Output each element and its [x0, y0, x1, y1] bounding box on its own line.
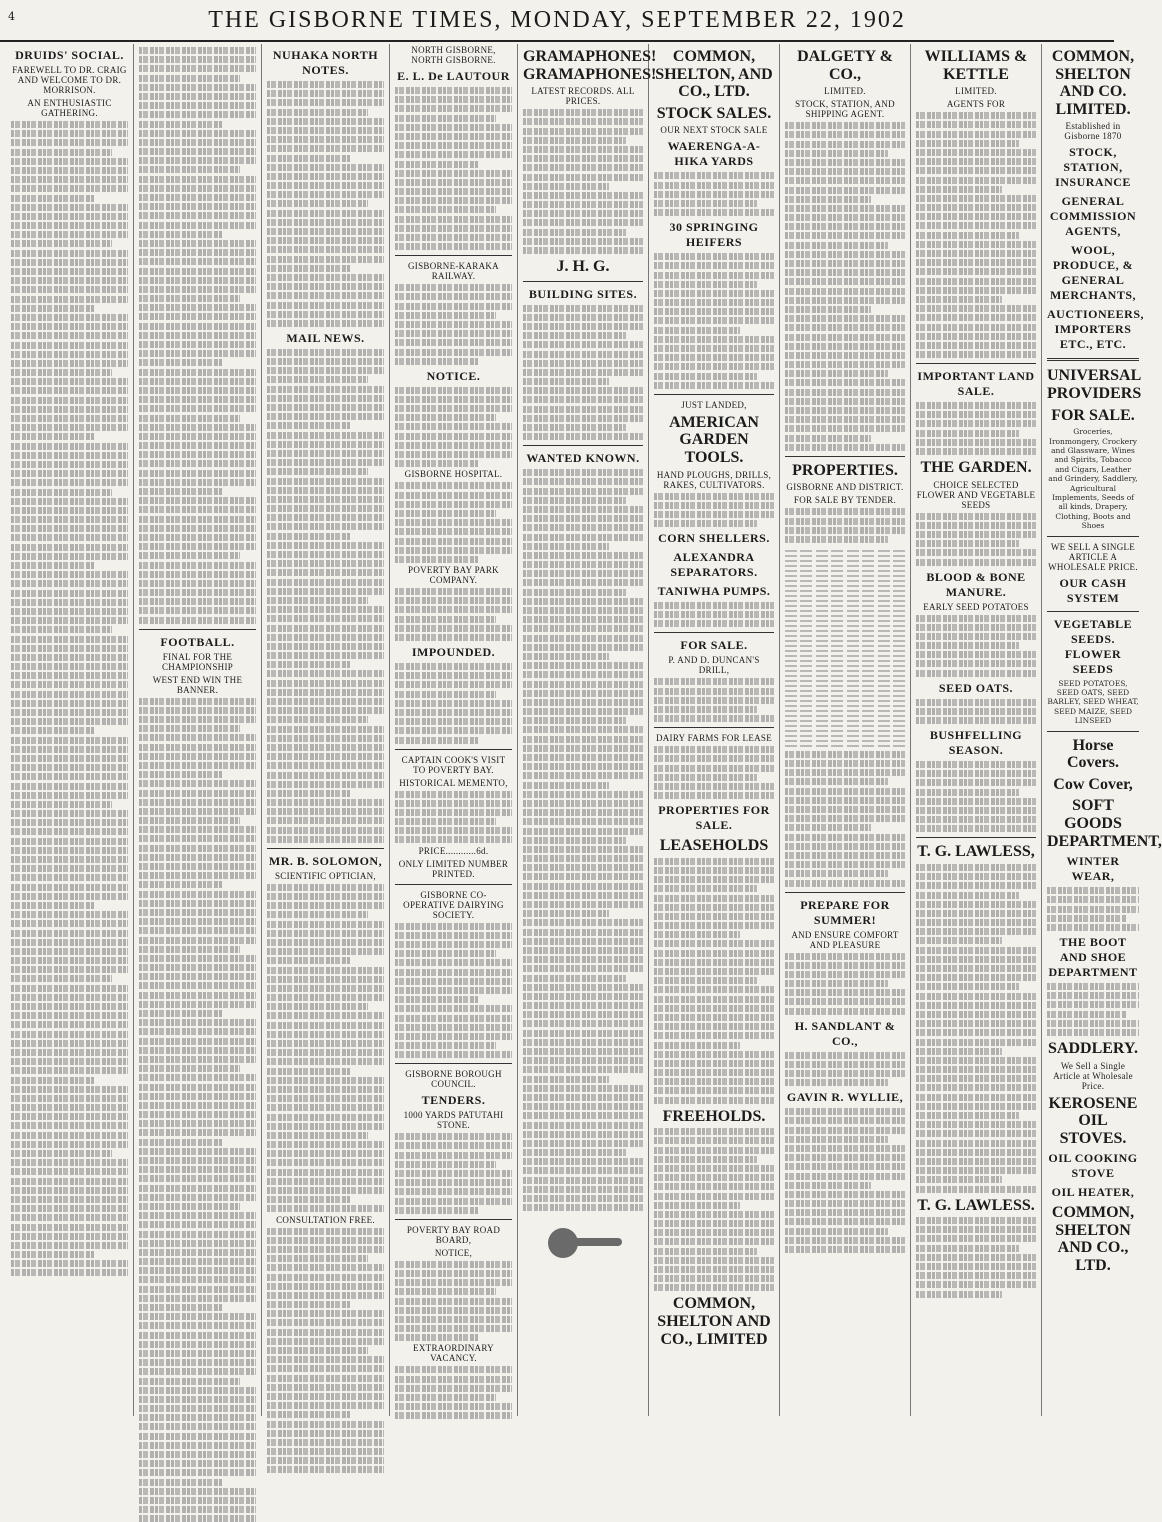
coop-headline: GISBORNE CO-OPERATIVE DAIRYING SOCIETY. — [403, 889, 504, 920]
duncan-drill: P. AND D. DUNCAN'S DRILL, — [668, 655, 760, 676]
heifers-body — [654, 253, 774, 389]
alexandra-separators: ALEXANDRA SEPARATORS. — [670, 550, 758, 580]
summer-body — [785, 953, 905, 1015]
newspaper-title: THE GISBORNE TIMES, MONDAY, SEPTEMBER 22, 1902 — [208, 7, 906, 33]
column-2 — [134, 44, 262, 1416]
druids-continued — [139, 47, 256, 624]
nuhaka-headline: NUHAKA NORTH NOTES. — [272, 48, 379, 77]
seed-oats: SEED OATS. — [938, 680, 1014, 695]
sell-single-article: WE SELL A SINGLE ARTICLE A WHOLESALE PRICE. — [1048, 541, 1138, 572]
williams-limited: LIMITED. — [955, 86, 997, 97]
dalgety-body — [785, 122, 905, 451]
notice-headline: NOTICE. — [426, 368, 481, 383]
corn-shellers: CORN SHELLERS. — [658, 531, 770, 546]
notice-body — [395, 387, 512, 468]
common-shelton-right-footer: COMMON, SHELTON AND CO., LTD. — [1051, 1204, 1135, 1275]
for-sale-drill: FOR SALE. — [680, 638, 748, 653]
column-4 — [390, 44, 518, 1416]
lawless-headline: T. G. LAWLESS, — [917, 843, 1035, 861]
lawless-footer-body — [916, 1217, 1036, 1298]
agents-list — [916, 112, 1036, 358]
winter-body — [1047, 887, 1139, 931]
freeholds: FREEHOLDS. — [662, 1107, 766, 1125]
wanted-body — [523, 469, 643, 1211]
bushfelling-body — [916, 761, 1036, 832]
column-3 — [262, 44, 390, 1416]
soft-goods: SOFT GOODS DEPARTMENT, — [1047, 797, 1162, 850]
coop-body — [395, 923, 512, 1059]
mail-news-headline: MAIL NEWS. — [286, 330, 365, 345]
waerenga-yards: WAERENGA-A-HIKA YARDS — [667, 139, 761, 169]
football-body — [139, 698, 256, 1522]
choice-seeds: CHOICE SELECTED FLOWER AND VEGETABLE SEEDS — [916, 479, 1036, 510]
taniwha-body — [654, 602, 774, 627]
historical-memento: HISTORICAL MEMENTO, — [399, 777, 508, 788]
solomon-name: MR. B. SOLOMON, — [268, 853, 383, 868]
property-body — [785, 751, 905, 887]
druids-body — [11, 121, 128, 1276]
general-commission: GENERAL COMMISSION AGENTS, — [1049, 194, 1137, 239]
stock-insurance: STOCK, STATION, INSURANCE — [1055, 145, 1131, 190]
prepare-summer: PREPARE FOR SUMMER! — [800, 897, 890, 927]
leaseholds: LEASEHOLDS — [659, 837, 769, 855]
for-sale-tender: FOR SALE BY TENDER. — [793, 495, 897, 506]
columns — [6, 44, 1162, 1416]
wanted-known: WANTED KNOWN. — [526, 451, 640, 466]
properties-headline: PROPERTIES. — [792, 461, 898, 479]
leaseholds-body — [654, 858, 774, 1104]
druids-subhead: FAREWELL TO DR. CRAIG AND WELCOME TO DR. MORRISON. — [12, 65, 127, 95]
single-wholesale: We Sell a Single Article at Wholesale Price. — [1053, 1060, 1133, 1091]
williams-kettle-headline: WILLIAMS & KETTLE — [924, 48, 1028, 83]
seed-oats-list — [916, 699, 1036, 724]
land-sale-body — [916, 402, 1036, 455]
vegetable-seeds: VEGETABLE SEEDS. FLOWER SEEDS — [1053, 616, 1133, 676]
cow-cover: Cow Cover, — [1053, 775, 1133, 793]
for-sale-right: FOR SALE. — [1051, 406, 1135, 424]
solomon-title: SCIENTIFIC OPTICIAN, — [274, 870, 376, 881]
dairy-farms: DAIRY FARMS FOR LEASE — [655, 733, 773, 744]
latest-records: LATEST RECORDS. ALL PRICES. — [531, 86, 635, 107]
early-potatoes: EARLY SEED POTATOES — [923, 601, 1029, 612]
column-1 — [6, 44, 134, 1416]
gramophones-headline: GRAMAPHONES! GRAMAPHONES! — [523, 48, 657, 83]
lawless-body — [916, 864, 1036, 1193]
freeholds-body — [654, 1128, 774, 1291]
stock-sales: STOCK SALES. — [656, 104, 772, 122]
taniwha-pumps: TANIWHA PUMPS. — [657, 584, 771, 599]
captain-body — [395, 791, 512, 844]
kerosene-stoves: KEROSENE OIL STOVES. — [1048, 1094, 1138, 1147]
boot-shoe: THE BOOT AND SHOE DEPARTMENT — [1048, 934, 1138, 979]
bushfelling: BUSHFELLING SEASON. — [929, 728, 1023, 758]
druids-subhead-2: AN ENTHUSIASTIC GATHERING. — [27, 98, 112, 118]
football-subhead-2: WEST END WIN THE BANNER. — [152, 674, 243, 695]
cash-system: OUR CASH SYSTEM — [1059, 575, 1127, 605]
masthead — [0, 0, 1114, 42]
wyllie-body — [785, 1108, 905, 1253]
north-gisborne: NORTH GISBORNE, NORTH GISBORNE. — [411, 45, 496, 65]
stock-station-agent: STOCK, STATION, AND SHIPPING AGENT. — [795, 99, 895, 120]
saddlery: SADDLERY. — [1048, 1039, 1138, 1057]
railway-body — [395, 284, 512, 365]
dalgety-limited: LIMITED. — [824, 86, 866, 97]
seed-list: SEED POTATOES, SEED OATS, SEED BARLEY, SEED WHEAT, SEED MAIZE, SEED LINSEED — [1047, 678, 1139, 726]
horse-covers: Horse Covers. — [1067, 736, 1119, 772]
universal-providers: UNIVERSAL PROVIDERS — [1047, 367, 1142, 402]
notice-2: NOTICE, — [434, 1247, 473, 1258]
road-board-body — [395, 1261, 512, 1342]
blood-bone: BLOOD & BONE MANURE. — [926, 569, 1026, 599]
impounded-body — [395, 663, 512, 744]
sandlant-body — [785, 1052, 905, 1087]
properties-for-sale: PROPERTIES FOR SALE. — [658, 803, 770, 833]
pipe-illustration — [538, 1216, 628, 1264]
poverty-bay-headline: POVERTY BAY PARK COMPANY. — [408, 565, 499, 586]
gisborne-district: GISBORNE AND DISTRICT. — [786, 482, 904, 493]
jhg-logo: J. H. G. — [556, 258, 610, 275]
american-garden-tools: AMERICAN GARDEN TOOLS. — [669, 413, 759, 466]
established: Established in Gisborne 1870 — [1064, 121, 1122, 142]
drill-body — [654, 678, 774, 722]
railway-headline: GISBORNE-KARAKA RAILWAY. — [407, 261, 499, 282]
building-sites-table — [523, 305, 643, 441]
patutahi-stone: 1000 YARDS PATUTAHI STONE. — [403, 1110, 504, 1131]
extraordinary-vacancy: EXTRAORDINARY VACANCY. — [413, 1343, 494, 1364]
agents-for: AGENTS FOR — [946, 99, 1006, 110]
auctioneers: AUCTIONEERS, IMPORTERS ETC., ETC. — [1047, 307, 1145, 352]
impounded-headline: IMPOUNDED. — [411, 645, 496, 659]
lawless-footer: T. G. LAWLESS. — [917, 1196, 1035, 1214]
column-9 — [1042, 44, 1162, 1416]
column-6 — [649, 44, 780, 1416]
the-garden: THE GARDEN. — [920, 459, 1032, 476]
road-board-headline: POVERTY BAY ROAD BOARD, — [406, 1224, 501, 1245]
column-7 — [780, 44, 911, 1416]
property-table — [785, 547, 905, 747]
wool-produce: WOOL, PRODUCE, & GENERAL MERCHANTS, — [1049, 243, 1136, 303]
garden-body — [916, 513, 1036, 566]
football-subhead: FINAL FOR THE CHAMPIONSHIP — [161, 651, 234, 672]
latour-body — [395, 87, 512, 250]
building-sites: BUILDING SITES. — [528, 286, 638, 301]
vacancy-body — [395, 1366, 512, 1419]
hand-ploughs: HAND PLOUGHS, DRILLS, RAKES, CULTIVATORS. — [656, 469, 772, 490]
football-headline: FOOTBALL. — [160, 634, 235, 649]
hospital-body — [395, 482, 512, 563]
important-land-sale: IMPORTANT LAND SALE. — [917, 369, 1035, 399]
next-stock-sale: OUR NEXT STOCK SALE — [660, 125, 768, 136]
springing-heifers: 30 SPRINGING HEIFERS — [669, 220, 759, 250]
sandlant: H. SANDLANT & CO., — [794, 1018, 896, 1048]
mail-news-body — [267, 349, 384, 843]
dairy-body — [654, 746, 774, 799]
common-shelton-footer: COMMON, SHELTON AND CO., LIMITED — [657, 1295, 771, 1348]
gramophones-body — [523, 109, 643, 254]
groceries-list: Groceries, Ironmongery, Crockery and Glassware, Wines and Spirits, Tobacco and Cigars, Leather and Grindery, Saddlery, Agricultural Implements, Seeds of all kinds, Drapery, Clothing, Boots and Shoes — [1048, 427, 1138, 531]
druids-headline: DRUIDS' SOCIAL. — [15, 48, 124, 62]
poverty-bay-body — [395, 588, 512, 641]
boot-body — [1047, 983, 1139, 1036]
common-shelton-headline: COMMON, SHELTON, AND CO., LTD. — [655, 48, 773, 101]
winter-wear: WINTER WEAR, — [1066, 854, 1120, 884]
nuhaka-body — [267, 81, 384, 327]
borough-headline: GISBORNE BOROUGH COUNCIL. — [405, 1069, 502, 1090]
ensure-comfort: AND ENSURE COMFORT AND PLEASURE — [791, 929, 899, 950]
latour-name: E. L. De LAUTOUR — [397, 69, 510, 83]
column-5 — [518, 44, 657, 1416]
consultation-free: CONSULTATION FREE. — [276, 1214, 375, 1225]
only-limited: ONLY LIMITED NUMBER PRINTED. — [398, 858, 509, 879]
solomon-ad-body — [267, 884, 384, 1213]
wyllie: GAVIN R. WYLLIE, — [786, 1090, 904, 1105]
stock-sales-body — [654, 172, 774, 216]
oil-heater: OIL HEATER, — [1051, 1185, 1135, 1200]
just-landed: JUST LANDED, — [681, 399, 747, 410]
column-8 — [911, 44, 1042, 1416]
dalgety-headline: DALGETY & CO., — [797, 48, 893, 83]
page-number: 4 — [8, 10, 15, 23]
common-shelton-right: COMMON, SHELTON AND CO. LIMITED. — [1051, 48, 1135, 118]
potatoes-list — [916, 615, 1036, 677]
price: PRICE............6d. — [418, 845, 489, 856]
oil-cooking-stove: OIL COOKING STOVE — [1048, 1151, 1138, 1181]
tools-body — [654, 493, 774, 528]
captain-cook-headline: CAPTAIN COOK'S VISIT TO POVERTY BAY. — [401, 754, 506, 775]
hospital-headline: GISBORNE HOSPITAL. — [404, 469, 503, 480]
tenders-body — [395, 1133, 512, 1214]
tender-body — [785, 508, 905, 543]
c3-extra — [267, 1228, 384, 1474]
tenders-headline: TENDERS. — [421, 1093, 486, 1108]
